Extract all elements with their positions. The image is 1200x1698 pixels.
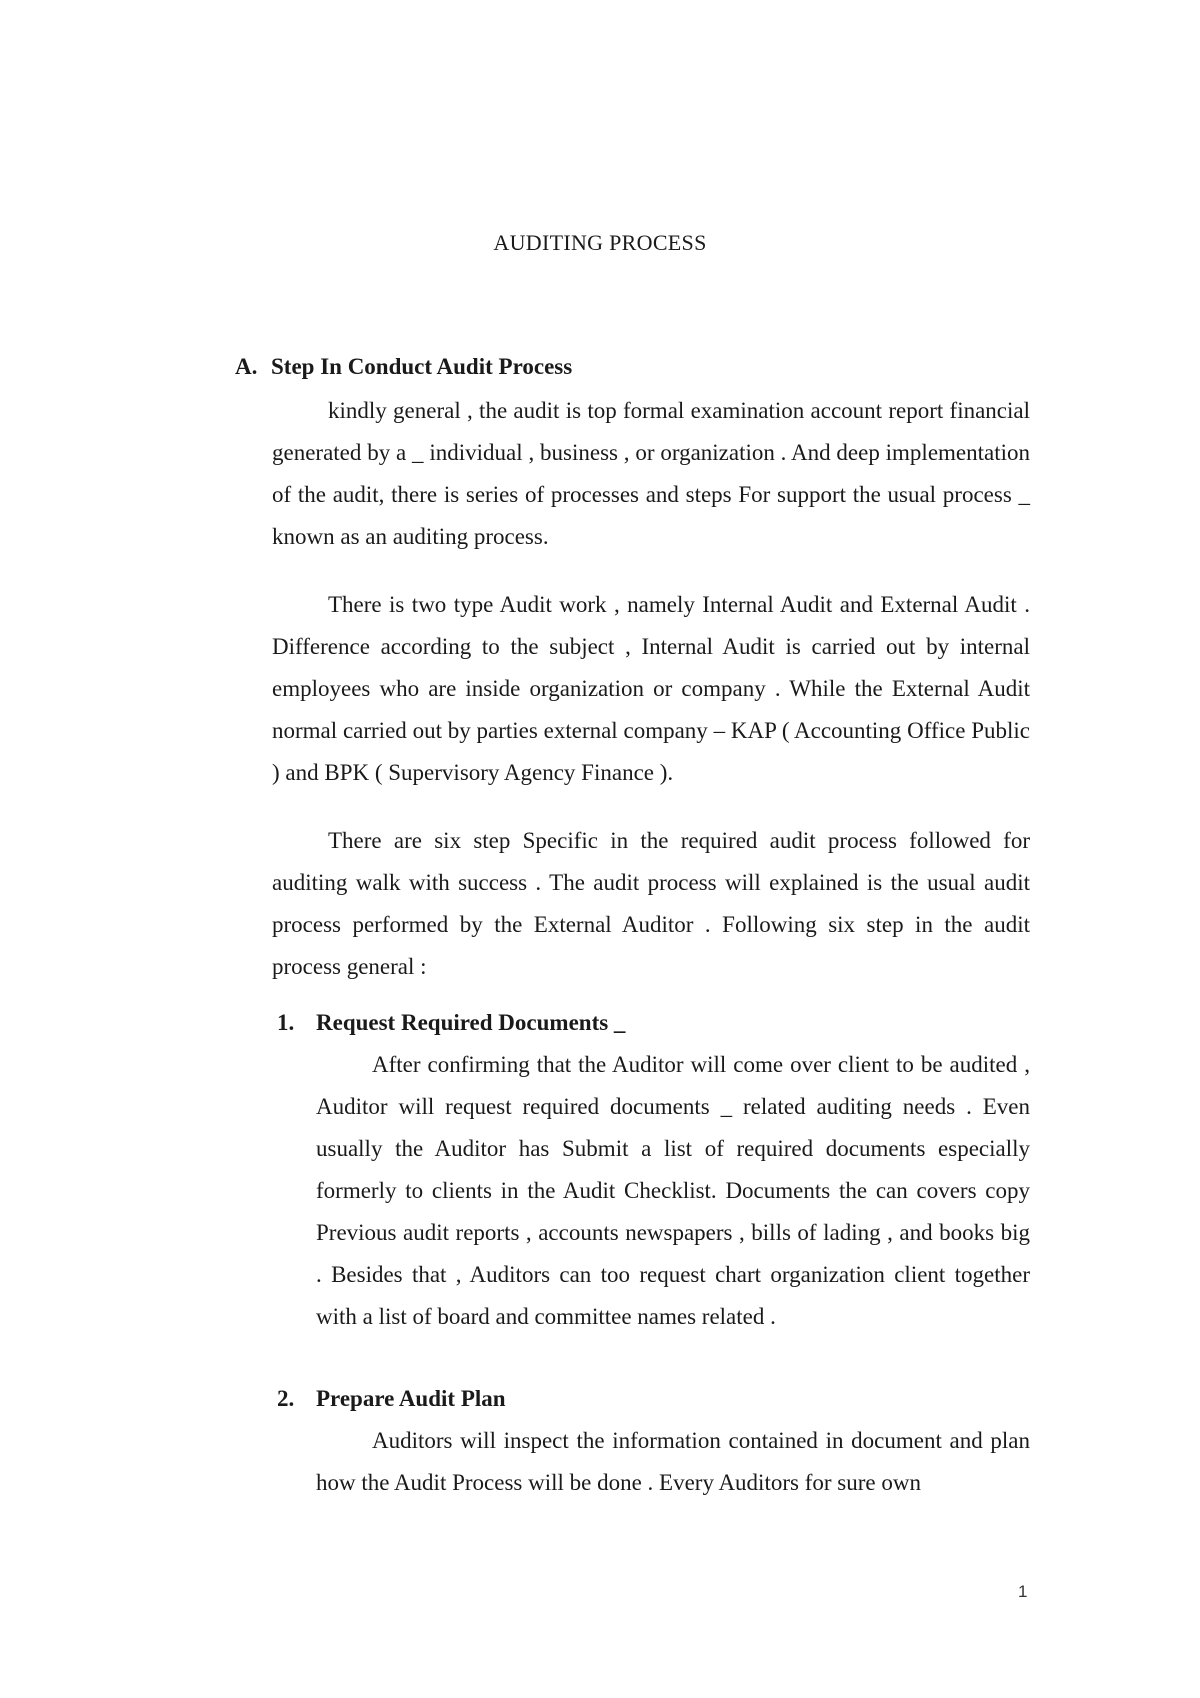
section-a-marker: A. [235, 354, 258, 379]
step-2-number: 2. [277, 1386, 295, 1411]
section-a-heading-text: Step In Conduct Audit Process [271, 354, 573, 379]
paragraph-six-steps: There are six step Specific in the required audit process followed for auditing walk with success . The audit process will explained is the usual audit process performed by the External Auditor . Following six step in the audit process general : [272, 828, 1030, 979]
step-1-heading-text: Request Required Documents _ [316, 1010, 626, 1035]
paragraph-intro: kindly general , the audit is top formal examination account report financial generated by a _ individual , business , or organization . And deep implementation of the audit, there is series of processes and steps For support the usual process _ known as an auditing process. [272, 398, 1030, 549]
step-2-heading-text: Prepare Audit Plan [316, 1386, 506, 1411]
step-1-text: After confirming that the Auditor will come over client to be audited , Auditor will request required documents _ related auditing needs . Even usually the Auditor has Submit a list of required documents especially formerly to clients in the Audit Checklist. Documents the can covers copy Previous audit reports , accounts newspapers , bills of lading , and books big . Besides that , Auditors can too request chart organization client together with a list of board and committee names related . [316, 1052, 1030, 1329]
step-1-number: 1. [277, 1010, 295, 1035]
page-title: AUDITING PROCESS [493, 230, 707, 255]
section-a-heading [235, 354, 572, 380]
step-2-text: Auditors will inspect the information contained in document and plan how the Audit Process will be done . Every Auditors for sure own [316, 1428, 1030, 1495]
page-number: 1 [1018, 1582, 1028, 1601]
step-1-heading [277, 1010, 625, 1036]
paragraph-audit-types: There is two type Audit work , namely Internal Audit and External Audit . Difference according to the subject , Internal Audit is carried out by internal employees who are inside organization or company . While the External Audit normal carried out by parties external company – KAP ( Accounting Office Public ) and BPK ( Supervisory Agency Finance ). [272, 592, 1030, 785]
step-2-heading [277, 1386, 506, 1412]
